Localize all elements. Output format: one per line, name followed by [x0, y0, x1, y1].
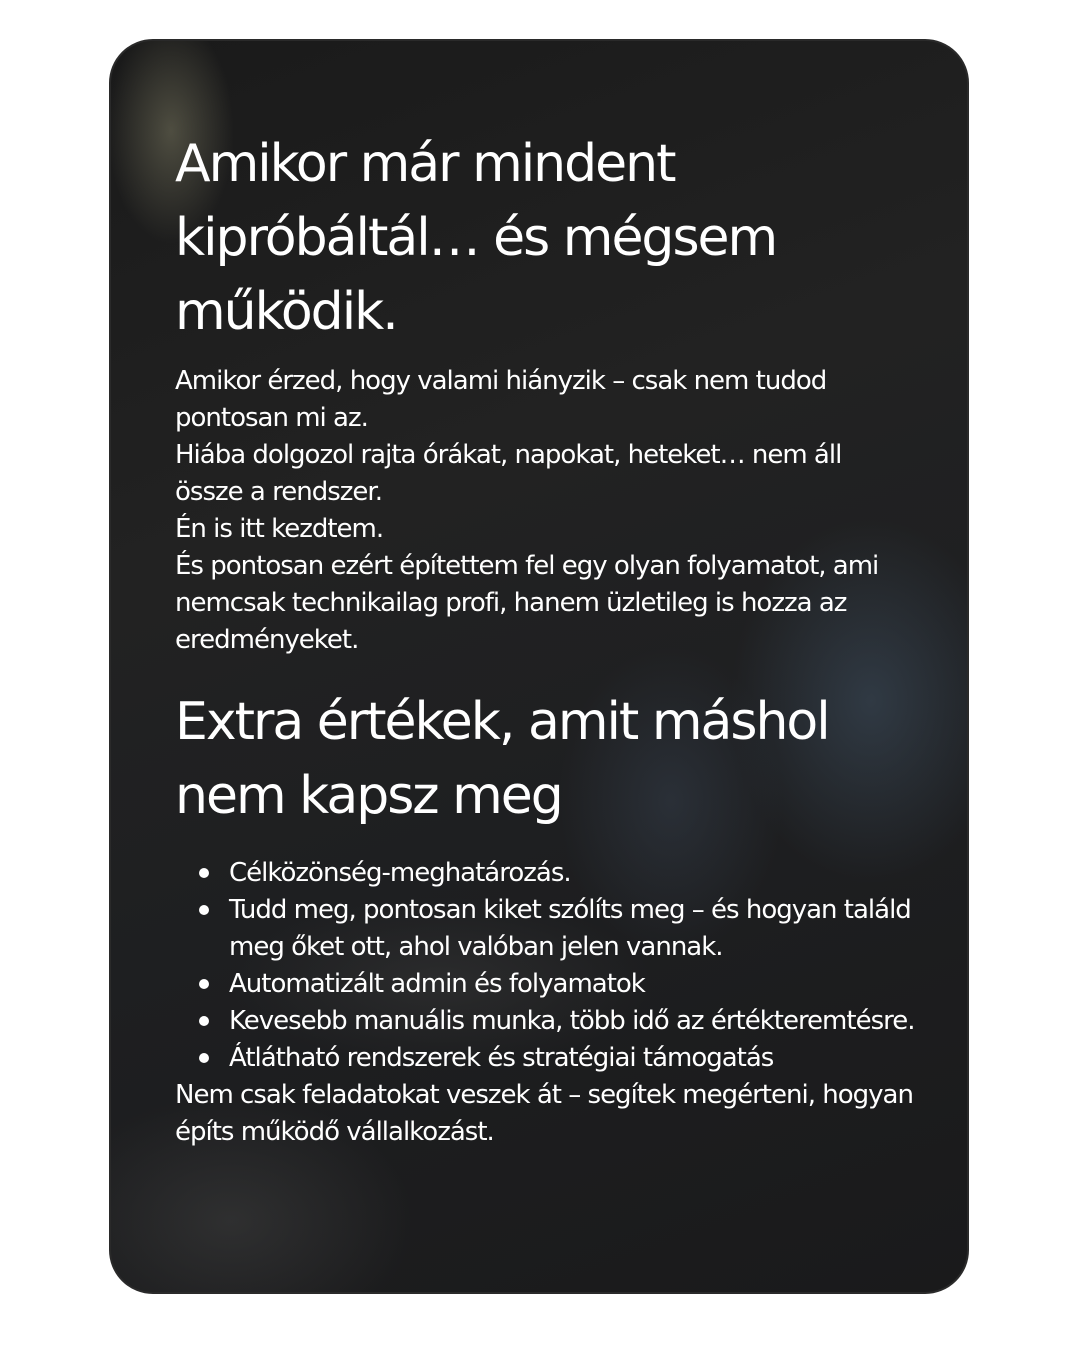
list-item-text: Kevesebb manuális munka, több idő az értékteremtésre.: [229, 1006, 915, 1036]
bullet-dot-icon: [199, 1016, 209, 1026]
bullet-dot-icon: [199, 1053, 209, 1063]
intro-line: És pontosan ezért építettem fel egy olyan folyamatot, ami nemcsak technikailag profi, hanem üzletileg is hozza az eredményeket.: [175, 551, 879, 655]
intro-paragraph: [175, 363, 915, 659]
list-item: [175, 1003, 915, 1040]
bullet-dot-icon: [199, 979, 209, 989]
content-card: [109, 39, 969, 1294]
benefits-list: [175, 855, 915, 1077]
list-item-text: Átlátható rendszerek és stratégiai támogatás: [229, 1043, 774, 1073]
list-item-text: Automatizált admin és folyamatok: [229, 969, 645, 999]
card-content: [175, 127, 915, 1151]
list-item: [175, 892, 915, 966]
intro-line: Én is itt kezdtem.: [175, 514, 384, 544]
list-item-text: Célközönség-meghatározás.: [229, 858, 571, 888]
list-item: [175, 855, 915, 892]
intro-line: Amikor érzed, hogy valami hiányzik – csak nem tudod pontosan mi az.: [175, 366, 827, 433]
intro-line: Hiába dolgozol rajta órákat, napokat, heteket… nem áll össze a rendszer.: [175, 440, 842, 507]
list-item: [175, 1040, 915, 1077]
section-heading: Extra értékek, amit máshol nem kapsz meg: [175, 692, 829, 826]
bullet-dot-icon: [199, 905, 209, 915]
closing-paragraph: Nem csak feladatokat veszek át – segítek megérteni, hogyan építs működő vállalkozást.: [175, 1080, 913, 1147]
bullet-dot-icon: [199, 868, 209, 878]
main-heading: Amikor már mindent kipróbáltál… és mégsem működik.: [175, 134, 777, 342]
list-item-text: Tudd meg, pontosan kiket szólíts meg – és hogyan találd meg őket ott, ahol valóban jelen vannak.: [229, 895, 911, 962]
list-item: [175, 966, 915, 1003]
